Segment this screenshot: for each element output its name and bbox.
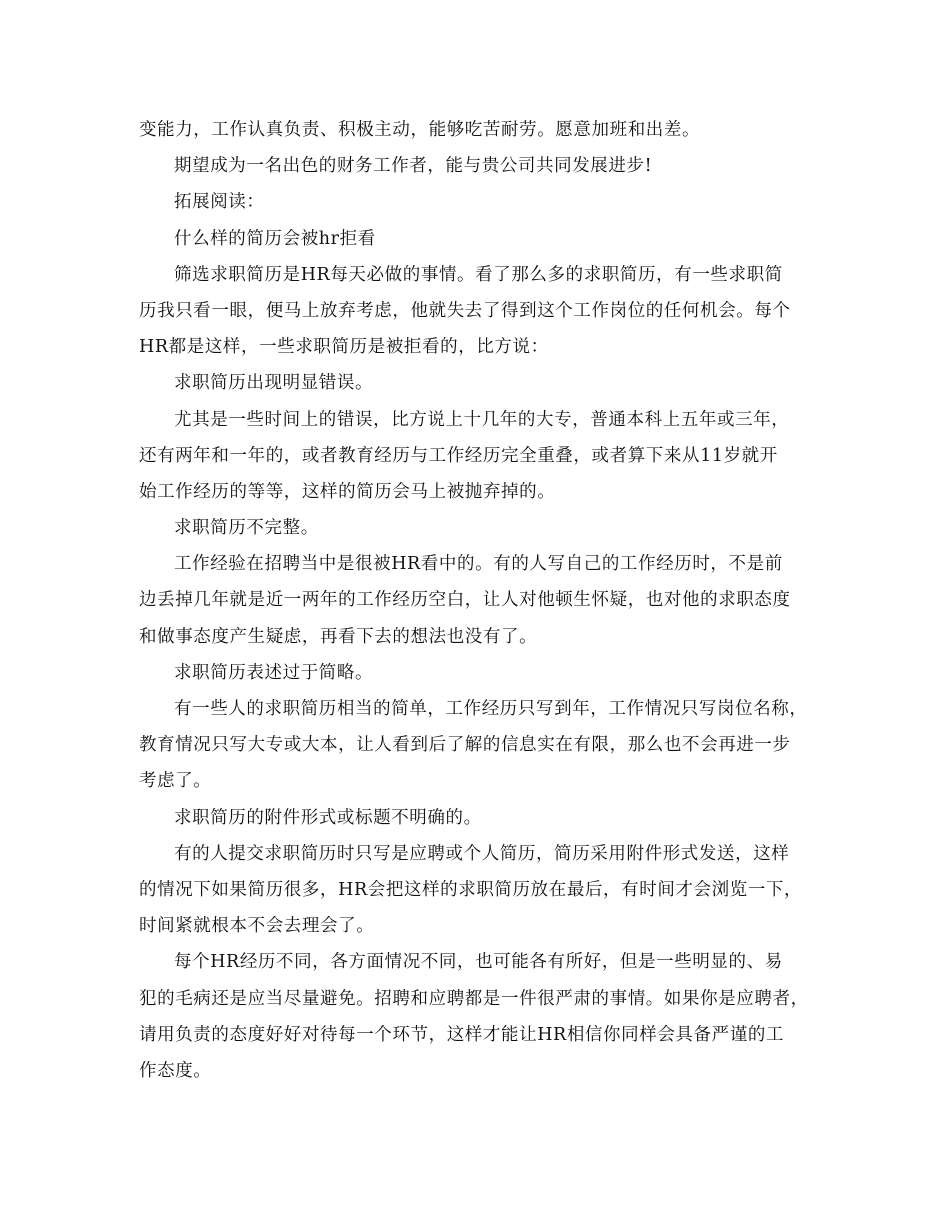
paragraph-line: 筛选求职简历是HR每天必做的事情。看了那么多的求职简历，有一些求职简 — [174, 264, 783, 285]
body-line: HR都是这样，一些求职简历是被拒看的，比方说： — [139, 337, 549, 358]
body-line: 历我只看一眼，便马上放弃考虑，他就失去了得到这个工作岗位的任何机会。每个 — [139, 300, 791, 321]
body-line: 始工作经历的等等，这样的简历会马上被抛弃掉的。 — [139, 481, 556, 502]
document-body — [139, 112, 829, 1089]
subheading: 求职简历表述过于简略。 — [174, 662, 374, 683]
section-label: 拓展阅读： — [174, 192, 265, 213]
paragraph-line: 每个HR经历不同，各方面情况不同，也可能各有所好，但是一些明显的、易 — [174, 952, 783, 973]
body-line: 时间紧就根本不会去理会了。 — [139, 916, 375, 937]
body-line: 变能力，工作认真负责、积极主动，能够吃苦耐劳。愿意加班和出差。 — [139, 120, 701, 140]
paragraph-line: 期望成为一名出色的财务工作者，能与贵公司共同发展进步! — [174, 156, 653, 177]
subheading: 求职简历不完整。 — [174, 518, 319, 539]
body-line: 教育情况只写大专或大本，让人看到后了解的信息实在有限，那么也不会再进一步 — [139, 735, 791, 756]
body-line: 的情况下如果简历很多，HR会把这样的求职简历放在最后，有时间才会浏览一下， — [139, 879, 803, 900]
body-line: 作态度。 — [139, 1060, 212, 1081]
body-line: 还有两年和一年的，或者教育经历与工作经历完全重叠，或者算下来从11岁就开 — [139, 445, 778, 466]
body-line: 请用负责的态度好好对待每一个环节，这样才能让HR相信你同样会具备严谨的工 — [139, 1024, 785, 1045]
paragraph-line: 有的人提交求职简历时只写是应聘或个人简历，简历采用附件形式发送，这样 — [174, 843, 790, 864]
subheading: 求职简历出现明显错误。 — [174, 373, 374, 394]
body-line: 和做事态度产生疑虑，再看下去的想法也没有了。 — [139, 626, 538, 647]
paragraph-line: 有一些人的求职简历相当的简单，工作经历只写到年，工作情况只写岗位名称， — [174, 699, 808, 719]
article-title: 什么样的简历会被hr拒看 — [174, 228, 376, 249]
paragraph-line: 工作经验在招聘当中是很被HR看中的。有的人写自己的工作经历时，不是前 — [174, 554, 783, 575]
body-line: 犯的毛病还是应当尽量避免。招聘和应聘都是一件很严肃的事情。如果你是应聘者， — [139, 988, 809, 1009]
subheading: 求职简历的附件形式或标题不明确的。 — [174, 807, 482, 828]
paragraph-line: 尤其是一些时间上的错误，比方说上十几年的大专，普通本科上五年或三年， — [174, 409, 790, 430]
body-line: 边丢掉几年就是近一两年的工作经历空白，让人对他顿生怀疑，也对他的求职态度 — [139, 590, 791, 611]
body-line: 考虑了。 — [139, 771, 212, 792]
